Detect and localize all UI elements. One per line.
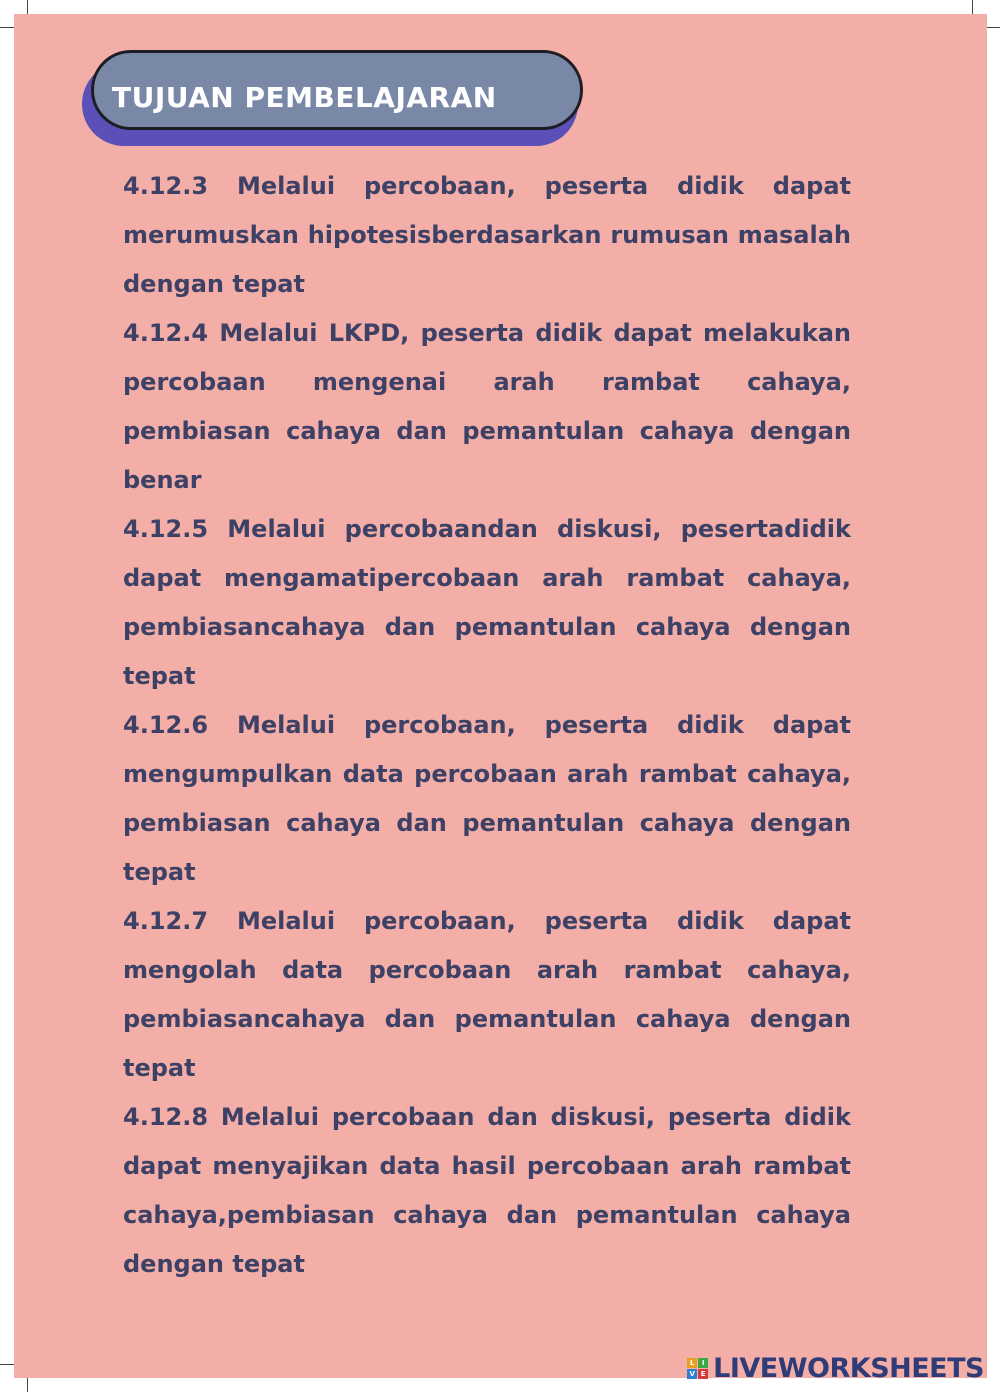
crop-mark <box>27 1378 28 1392</box>
objective-item: 4.12.6 Melalui percobaan, peserta didik dapat mengumpulkan data percobaan arah rambat cahaya, pembiasan cahaya dan pemantulan cahaya dengan tepat <box>123 711 851 886</box>
logo-letter: I <box>698 1358 708 1368</box>
objective-item: 4.12.5 Melalui percobaandan diskusi, pesertadidik dapat mengamatipercobaan arah rambat cahaya, pembiasancahaya dan pemantulan cahaya dengan tepat <box>123 515 851 690</box>
objective-item: 4.12.4 Melalui LKPD, peserta didik dapat melakukan percobaan mengenai arah rambat cahaya, pembiasan cahaya dan pemantulan cahaya dengan benar <box>123 319 851 494</box>
crop-mark <box>972 0 973 14</box>
liveworksheets-logo-icon <box>687 1358 709 1380</box>
logo-letter: L <box>687 1358 697 1368</box>
objective-item: 4.12.7 Melalui percobaan, peserta didik dapat mengolah data percobaan arah rambat cahaya, pembiasancahaya dan pemantulan cahaya dengan tepat <box>123 907 851 1082</box>
liveworksheets-logo[interactable] <box>687 1354 984 1384</box>
objective-item: 4.12.8 Melalui percobaan dan diskusi, peserta didik dapat menyajikan data hasil percobaan arah rambat cahaya,pembiasan cahaya dan pemantulan cahaya dengan tepat <box>123 1103 851 1278</box>
objective-item: 4.12.3 Melalui percobaan, peserta didik dapat merumuskan hipotesisberdasarkan rumusan masalah dengan tepat <box>123 172 851 298</box>
page-title: TUJUAN PEMBELAJARAN <box>112 81 497 114</box>
logo-letter: V <box>687 1369 697 1379</box>
crop-mark <box>986 27 1000 28</box>
crop-mark <box>0 27 14 28</box>
logo-letter: E <box>698 1369 708 1379</box>
liveworksheets-logo-text: LIVEWORKSHEETS <box>713 1353 984 1384</box>
crop-mark <box>0 1364 14 1365</box>
crop-mark <box>27 0 28 14</box>
objectives-list <box>123 162 851 1289</box>
